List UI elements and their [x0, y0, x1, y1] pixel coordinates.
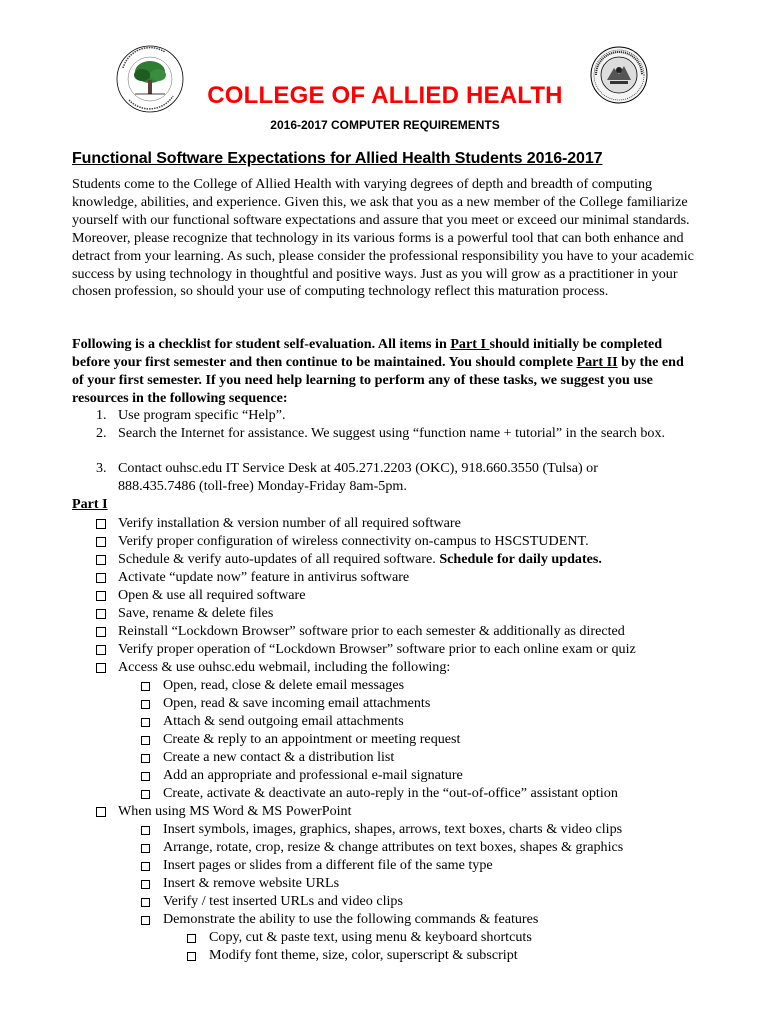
checkbox[interactable]	[141, 826, 150, 835]
intro-paragraph: Students come to the College of Allied Health with varying degrees of depth and breadth of computing knowledge, abilities, and experience. Given this, we ask that you as a new member of the College familiarize yourself with our functional software expectations and assure that you meet or exceed our minimal standards. Moreover, please recognize that technology in its various forms is a powerful tool that can both enhance and detract from your learning. As such, please consider the professional responsibility you have to your academic success by using technology in thoughtful and positive ways. Just as you will grow as a practitioner in your chosen profession, so should your use of computing technology reflect this maturation process.	[72, 176, 694, 300]
checkbox[interactable]	[141, 736, 150, 745]
checkbox[interactable]	[96, 645, 106, 655]
checkbox[interactable]	[141, 862, 150, 871]
checkbox[interactable]	[141, 772, 150, 781]
checkbox[interactable]	[96, 591, 106, 601]
checklist-intro-paragraph	[72, 336, 698, 408]
checkbox[interactable]	[141, 790, 150, 799]
part2-reference: Part II	[576, 353, 618, 370]
college-title: COLLEGE OF ALLIED HEALTH	[207, 82, 563, 109]
section-heading: Functional Software Expectations for Allied Health Students 2016-2017	[72, 150, 603, 167]
checkbox[interactable]	[187, 952, 196, 961]
checkbox[interactable]	[96, 555, 106, 565]
checkbox[interactable]	[96, 609, 106, 619]
checkbox[interactable]	[96, 537, 106, 547]
checkbox[interactable]	[141, 682, 150, 691]
checkbox[interactable]	[96, 663, 106, 673]
checkbox[interactable]	[141, 844, 150, 853]
checklist-intro-text-1: Following is a checklist for student self-evaluation. All items in	[72, 336, 451, 352]
checkbox[interactable]	[141, 700, 150, 709]
checkbox[interactable]	[141, 916, 150, 925]
checklist-intro-text-3: by the end of your first semester. If you need help learning to perform any of these tasks, we suggest you use resources in the following sequence:	[72, 353, 684, 406]
document-page: COLLEGE OF ALLIED HEALTH 2016-2017 COMPUTER REQUIREMENTS Functional Software Expectations for Allied Health Students 2016-2017 Students come to the College of Allied Health with varying degrees of depth and breadth of computing knowledge, abilities, and experience. Given this, we ask that you as a new member of the College familiarize yourself with our functional software expectations and assure that you meet or exceed our minimal standards. Moreover, please recognize that technology in its various forms is a powerful tool that can both enhance and detract from your learning. As such, please consider the professional responsibility you have to your academic success by using technology in thoughtful and positive ways. Just as you will grow as a practitioner in your chosen profession, so should your use of computing technology reflect this maturation process. Following is a checklist for student self-evaluation. All items in Part I should initially be completed before your first semester and then continue to be maintained. You should complete Part II by the end of your first semester. If you need help learning to perform any of these tasks, we suggest you use resources in the following sequence: 1. Use program specific “Help”. 2. Search the Internet for assistance. We suggest using “function name + tutorial” in the search box. 3. Contact ouhsc.edu IT Service Desk at 405.271.2203 (OKC), 918.660.3550 (Tulsa) or 888.435.7486 (toll-free) Monday-Friday 8am-5pm. Part I Verify installation & version number of all required software Verify proper configuration of wireless connectivity on-campus to HSCSTUDENT. Schedule & verify auto-updates of all required software. Schedule for daily updates. Activate “update now” feature in antivirus software Open & use all required software Save, rename & delete files Reinstall “Lockdown Browser” software prior to each semester & additionally as directed Verify proper operation of “Lockdown Browser” software prior to each online exam or quiz Access & use ouhsc.edu webmail, including the following: Open, read, close & delete email messages Open, read & save incoming email attachments Attach & send outgoing email attachments Create & reply to an appointment or meeting request Create a new contact & a distribution list Add an appropriate and professional e-mail signature Create, activate & deactivate an auto-reply in the “out-of-office” assistant option When using MS Word & MS PowerPoint Insert symbols, images, graphics, shapes, arrows, text boxes, charts & video clips Arrange, rotate, crop, resize & change attributes on text boxes, shapes & graphics Insert pages or slides from a different file of the same type Insert & remove website URLs Verify / test inserted URLs and video clips Demonstrate the ability to use the following commands & features Copy, cut & paste text, using menu & keyboard shortcuts Modify font theme, size, color, superscript & subscript	[0, 0, 770, 1024]
checkbox[interactable]	[187, 934, 196, 943]
document-subtitle: 2016-2017 COMPUTER REQUIREMENTS	[270, 118, 500, 132]
checkbox[interactable]	[141, 898, 150, 907]
checklist-intro-text-2: should initially be completed before your first semester and then continue to be maintained. You should complete	[72, 336, 663, 370]
part1-heading: Part I	[72, 496, 108, 512]
checkbox[interactable]	[141, 880, 150, 889]
checkbox[interactable]	[96, 807, 106, 817]
schedule-note: Schedule for daily updates.	[439, 551, 602, 567]
checkbox[interactable]	[141, 754, 150, 763]
checkbox[interactable]	[96, 519, 106, 529]
checkbox[interactable]	[96, 627, 106, 637]
checkbox[interactable]	[141, 718, 150, 727]
part1-reference: Part I	[450, 336, 490, 352]
checkbox[interactable]	[96, 573, 106, 583]
